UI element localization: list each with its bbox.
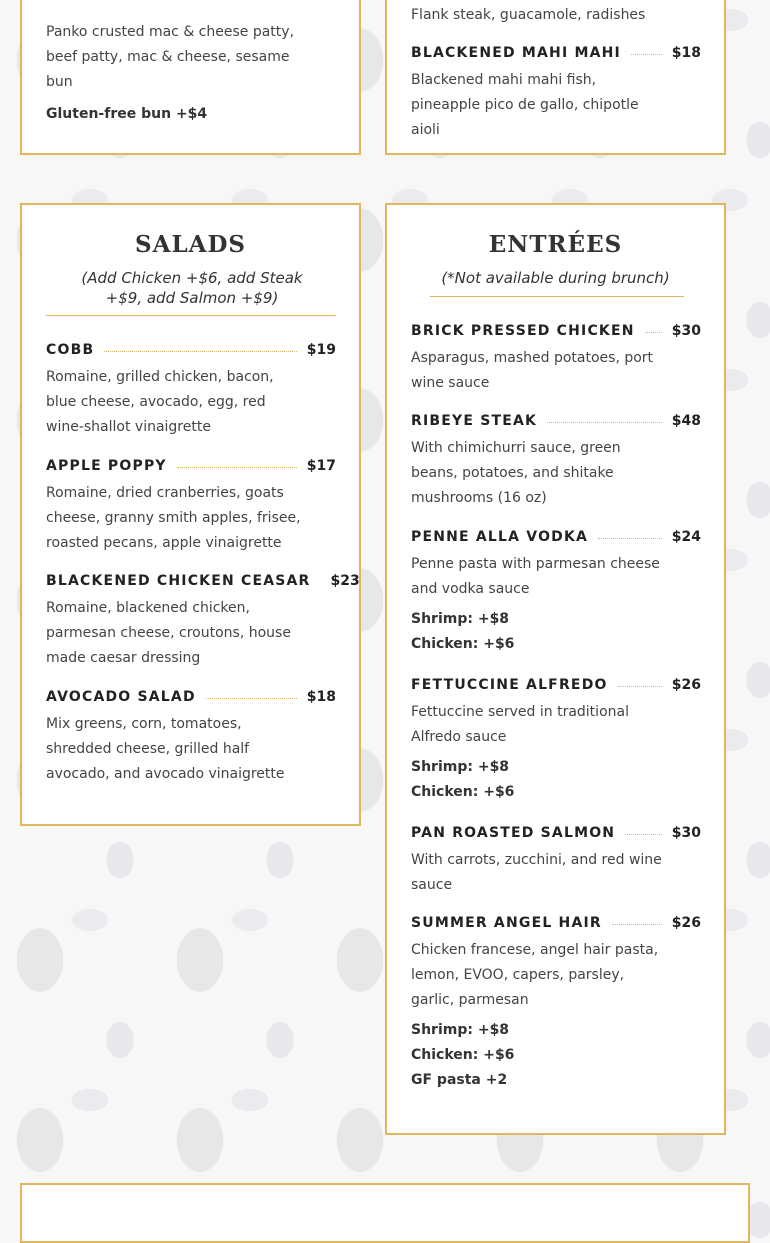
entrees-card	[385, 203, 726, 1135]
item-description: Penne pasta with parmesan cheese and vodka sauce	[411, 556, 660, 597]
menu-item	[411, 321, 701, 396]
item-description: With chimichurri sauce, green beans, potatoes, and shitake mushrooms (16 oz)	[411, 440, 621, 506]
item-name: FETTUCCINE ALFREDO	[411, 677, 608, 693]
menu-item	[46, 687, 336, 787]
section-subtitle: (Add Chicken +$6, add Steak +$9, add Salmon +$9)	[81, 269, 303, 307]
item-description: Chicken francese, angel hair pasta, lemon, EVOO, capers, parsley, garlic, parmesan	[411, 942, 659, 1008]
item-price: $17	[306, 458, 336, 474]
item-price: $30	[671, 825, 701, 841]
item-description: Fettuccine served in traditional Alfredo sauce	[411, 704, 629, 745]
next-section-card	[20, 1183, 750, 1243]
dotted-leader	[625, 834, 662, 835]
dotted-leader	[612, 924, 662, 925]
dotted-leader	[104, 351, 296, 352]
item-extra: Chicken: +$6	[411, 784, 515, 800]
item-name: BRICK PRESSED CHICKEN	[411, 323, 635, 339]
item-extra: Chicken: +$6	[411, 636, 515, 652]
menu-item	[46, 340, 336, 440]
section-subtitle: (*Not available during brunch)	[441, 269, 670, 287]
item-price: $30	[671, 323, 701, 339]
item-name: BLACKENED CHICKEN CEASAR	[46, 573, 311, 589]
item-description: With carrots, zucchini, and red wine sauce	[411, 852, 662, 893]
section-title: SALADS	[134, 231, 247, 258]
item-price: $18	[671, 45, 701, 61]
item-extra: Shrimp: +$8	[411, 1022, 510, 1038]
item-description: Romaine, blackened chicken, parmesan cheese, croutons, house made caesar dressing	[46, 600, 291, 666]
item-description: Romaine, dried cranberries, goats cheese, granny smith apples, frisee, roasted pecans, apple vinaigrette	[46, 485, 301, 551]
item-description: Mix greens, corn, tomatoes, shredded cheese, grilled half avocado, and avocado vinaigrette	[46, 716, 285, 782]
dotted-leader	[206, 698, 297, 699]
item-price: $26	[671, 677, 701, 693]
item-description: Romaine, grilled chicken, bacon, blue cheese, avocado, egg, red wine-shallot vinaigrette	[46, 369, 274, 435]
menu-item	[411, 675, 701, 805]
item-extra: Shrimp: +$8	[411, 611, 510, 627]
menu-item	[411, 3, 701, 28]
menu-item	[46, 15, 336, 127]
dotted-leader	[547, 422, 662, 423]
item-name: APPLE POPPY	[46, 458, 167, 474]
item-price: $26	[671, 915, 701, 931]
menu-item	[411, 913, 701, 1093]
menu-item	[46, 456, 336, 556]
section-divider	[46, 315, 336, 316]
menu-item	[411, 527, 701, 657]
item-price: $23	[330, 573, 360, 589]
item-name: PENNE ALLA VODKA	[411, 529, 589, 545]
item-description: Blackened mahi mahi fish, pineapple pico de gallo, chipotle aioli	[411, 72, 639, 138]
item-name: AVOCADO SALAD	[46, 689, 196, 705]
item-price: $19	[306, 342, 336, 358]
item-name: SUMMER ANGEL HAIR	[411, 915, 602, 931]
item-description: Flank steak, guacamole, radishes	[411, 7, 646, 23]
salads-card	[20, 203, 361, 826]
item-price: $18	[306, 689, 336, 705]
item-extra: Shrimp: +$8	[411, 759, 510, 775]
item-price: $24	[671, 529, 701, 545]
dotted-leader	[645, 332, 662, 333]
item-name: PAN ROASTED SALMON	[411, 825, 616, 841]
menu-item	[411, 411, 701, 511]
dotted-leader	[631, 54, 662, 55]
dotted-leader	[598, 538, 662, 539]
item-name: COBB	[46, 342, 95, 358]
item-price: $48	[671, 413, 701, 429]
menu-item	[46, 571, 360, 671]
burgers-card	[20, 0, 361, 155]
item-extra: Chicken: +$6	[411, 1047, 515, 1063]
menu-item	[411, 823, 701, 898]
tacos-card	[385, 0, 726, 155]
section-title: ENTRÉES	[488, 231, 623, 258]
item-name: BLACKENED MAHI MAHI	[411, 45, 621, 61]
section-divider	[430, 296, 684, 297]
item-description: Asparagus, mashed potatoes, port wine sauce	[411, 350, 654, 391]
dotted-leader	[618, 686, 662, 687]
item-description: Panko crusted mac & cheese patty, beef patty, mac & cheese, sesame bun	[46, 24, 295, 90]
item-extra: GF pasta +2	[411, 1072, 508, 1088]
menu-item	[411, 43, 701, 143]
item-name: RIBEYE STEAK	[411, 413, 538, 429]
dotted-leader	[177, 467, 297, 468]
item-extra: Gluten-free bun +$4	[46, 106, 208, 122]
